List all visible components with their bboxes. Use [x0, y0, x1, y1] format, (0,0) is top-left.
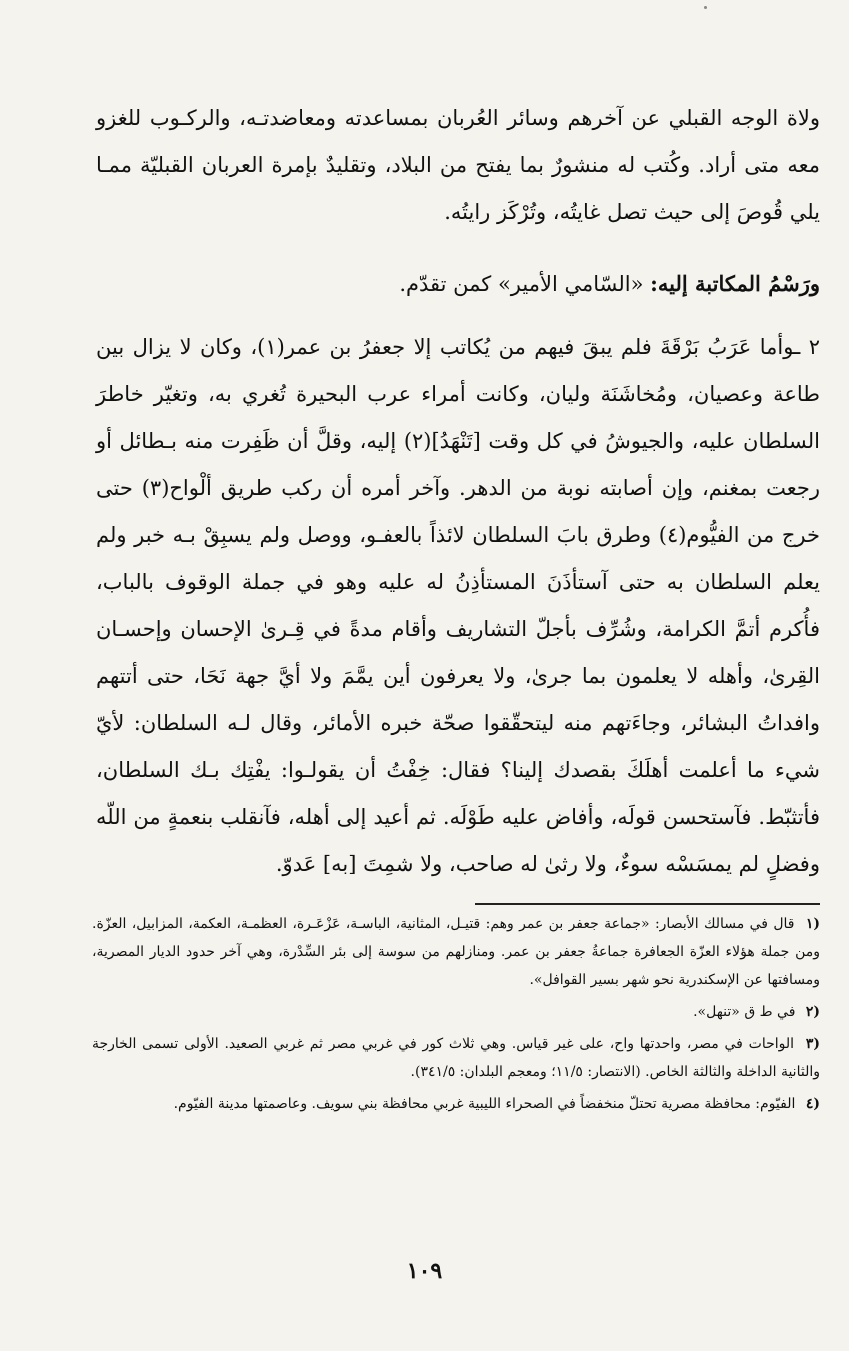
- footnote-number: (٢: [805, 1004, 820, 1020]
- footnote-3: [92, 1030, 820, 1086]
- footnote-number: (٣: [805, 1036, 820, 1052]
- paper-speck: [704, 6, 707, 9]
- paragraph-2: ٢ ـوأما عَرَبُ بَرْقَةَ فلم يبقَ فيهم من يُكاتب إلا جعفرُ بن عمر(١)، وكان لا يزال بين طاعة وعصيان، ومُخاشَنَة وليان، وكانت أمراء عرب البحيرة تُغري به، وتغيّر خاطرَ السلطان عليه، والجيوشُ في كل وقت [تَنْهَدُ](٢) إليه، وقلَّ أن ظَفِرت منه بـطائل أو رجعت بمغنم، وإن أصابته نوبة من الدهر. وآخر أمره أن ركب طريق ألْواح(٣) حتى خرج من الفيُّوم(٤) وطرق بابَ السلطان لائذاً بالعفـو، ووصل ولم يسبِقْ بـه خبر ولم يعلم السلطان به حتى آستأذَنَ المستأذِنُ له عليه وهو في جملة الوقوف بالباب، فأُكرم أتمَّ الكرامة، وشُرِّف بأجلّ التشاريف وأقام مدةً في قِـرىٰ الإحسان وإحسـان القِرىٰ، وأهله لا يعلمون بما جرىٰ، ولا يعرفون أين يمَّمَ ولا أيَّ جهة نَحَا، حتى أتتهم وافداتُ البشائر، وجاءَتهم منه ليتحقّقوا صحّة خبره الأمائر، وقال لـه السلطان: لأيّ شيء ما أعلمت أهلَكَ بقصدك إلينا؟ فقال: خِفْتُ أن يقولـوا: يفْتِك بـك السلطان، فأتثبّط. فآستحسن قولَه، وأفاض عليه طَوْلَه. ثم أعيد إلى أهله، فآنقلب بنعمةٍ من اللّه وفضلٍ لم يمسَسْه سوءٌ، ولا رثىٰ له صاحب، ولا شمِتَ [به] عَدوّ.: [96, 335, 821, 876]
- page-number: ١٠٩: [406, 1258, 443, 1284]
- footnote-text: الواحات في مصر، واحدتها واح، على غير قياس. وهي ثلاث كور في غربي مصر ثم غربي الصعيد. الأولى تسمى الخارجة والثانية الداخلة والثالثة الخاص. (الانتصار: ١١/٥؛ ومعجم البلدان: ٣٤١/٥).: [92, 1036, 820, 1080]
- footnote-1: [92, 910, 820, 994]
- footnote-divider: [475, 903, 820, 905]
- footnote-number: (١: [805, 916, 820, 932]
- footnote-4: [92, 1090, 820, 1118]
- footnote-text: في ط ق «تنهل».: [693, 1004, 796, 1020]
- footnotes: [92, 910, 820, 1122]
- section-heading: [96, 260, 820, 308]
- heading-label: ورَسْمُ المكاتبة إليه:: [650, 271, 820, 296]
- footnote-text: الفيّوم: محافظة مصرية تحتلّ منخفضاً في الصحراء الليبية غربي محافظة بني سويف. وعاصمتها مدينة الفيّوم.: [173, 1096, 796, 1112]
- footnote-2: [92, 998, 820, 1026]
- paragraph-1: ولاة الوجه القبلي عن آخرهم وسائر العُربان بمساعدته ومعاضدتـه، والركـوب للغزو معه متى أراد. وكُتب له منشورٌ بما يفتح من البلاد، وتقليدٌ بإمرة العربان القبليّة ممـا يلي قُوصَ إلى حيث تصل غايتُه، وتُرْكَز رايتُه.: [96, 106, 820, 224]
- footnote-number: (٤: [805, 1096, 820, 1112]
- heading-text: «السّامي الأمير» كمن تقدّم.: [399, 272, 644, 296]
- footnote-text: قال في مسالك الأبصار: «جماعة جعفر بن عمر وهم: قتيـل، المثانية، الباسـة، عَزْعَـرة، العظمـة، العكمة، المزابيل، العزّة. ومن جملة هؤلاء العزّة الجعافرة جماعةُ جعفر بن عمر. ومنازلهم من سوسة إلى بئر السِّدْرة، وهي آخر حدود الديار المصرية، ومسافتها عن الإسكندرية نحو شهر بسير القوافل».: [92, 916, 820, 988]
